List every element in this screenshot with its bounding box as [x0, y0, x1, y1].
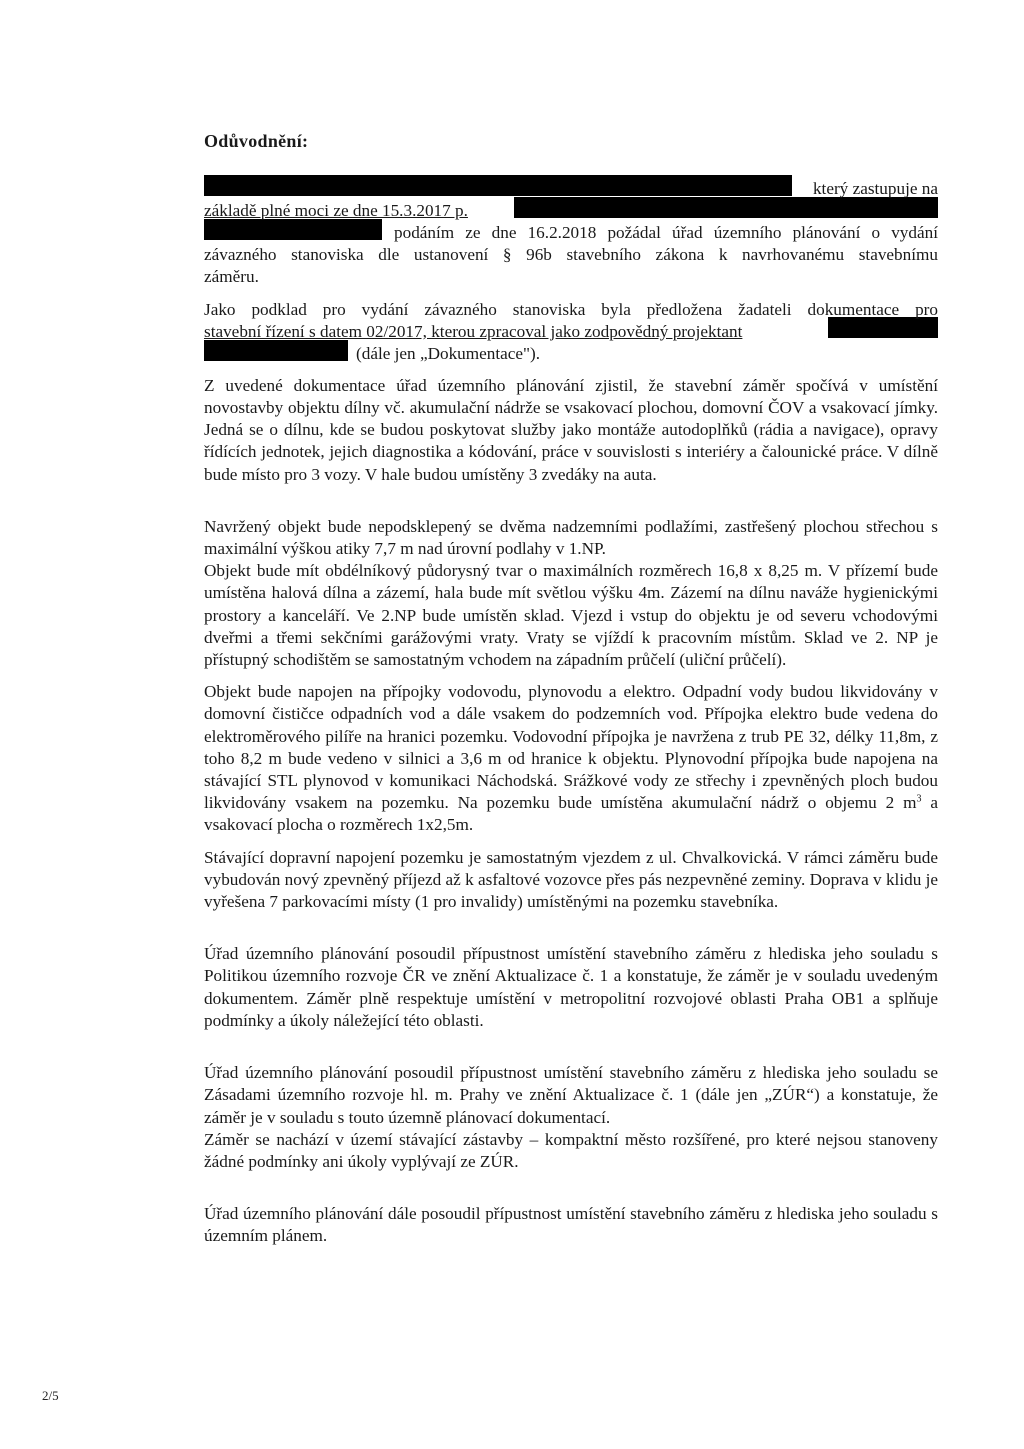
paragraph-zur-area: Záměr se nachází v území stávající zástavby – kompaktní město rozšířené, pro které nejsou stanoveny žádné podmínky ani úkoly vyplývají ze ZÚR.	[204, 1129, 938, 1171]
superscript: 3	[916, 793, 922, 805]
utilities-text: Objekt bude napojen na přípojky vodovodu, plynovodu a elektro. Odpadní vody budou likvidovány v domovní čističce odpadních vod a dále vsakem do podzemních vod. Přípojka elektro bude vedena do elektroměrového pilíře na hranici pozemku. Vodovodní přípojka je navržena z trub PE 32, délky 11,8m, z toho 8,2 m bude vedeno v silnici a 3,6 m od hranice k objektu. Plynovodní přípojka bude napojena na stávající STL plynovod v komunikaci Náchodská. Srážkové vody ze střechy i zpevněných ploch budou likvidovány vsakem na pozemku. Na pozemku bude umístěna akumulační nádrž o objemu 2 m	[204, 682, 938, 813]
paragraph-building: Navržený objekt bude nepodsklepený se dvěma nadzemními podlažími, zastřešený plochou střechou s maximální výškou atiky 7,7 m nad úrovní podlahy v 1.NP.	[204, 516, 938, 559]
paragraph-traffic: Stávající dopravní napojení pozemku je samostatným vjezdem z ul. Chvalkovická. V rámci záměru bude vybudován nový zpevněný příjezd až k asfaltové vozovce přes pás nezpevněné zeminy. Doprava v klidu je vyřešena 7 parkovacími místy (1 pro invalidy) umístěnými na pozemku stavebníka.	[204, 847, 938, 912]
paragraph-utilities	[204, 681, 938, 836]
utilities-text-end: a vsakovací plocha o rozměrech 1x2,5m.	[204, 793, 938, 835]
paragraph-findings: Z uvedené dokumentace úřad územního plánování zjistil, že stavební záměr spočívá v umístění novostavby objektu dílny vč. akumulační nádrže se vsakovací plochou, domovní ČOV a vsakovací jímky. Jedná se o dílnu, kde se budou poskytovat služby jako montáže autodoplňků (rádia a navigace), opravy řídících jednotek, jejich diagnostika a kódování, práce v souvislosti s interiéry a čalounické práce. V dílně bude místo pro 3 vozy. V hale budou umístěny 3 zvedáky na auta.	[204, 375, 938, 484]
page-number: 2/5	[42, 1388, 59, 1403]
paragraph-application	[204, 178, 938, 288]
paragraph-zur: Úřad územního plánování posoudil přípustnost umístění stavebního záměru z hlediska jeho souladu se Zásadami územního rozvoje hl. m. Prahy ve znění Aktualizace č. 1 (dále jen „ZÚR“) a konstatuje, že záměr je v souladu s touto územně plánovací dokumentací.	[204, 1063, 938, 1127]
paragraph-layout: Objekt bude mít obdélníkový půdorysný tvar o maximálních rozměrech 16,8 x 8,25 m. V přízemí bude umístěna halová dílna a zázemí, hala bude mít světlou výšku 4m. Zázemí na dílnu naváže hygienickými prostory a kanceláří. Ve 2.NP bude umístěn sklad. Vjezd i vstup do objektu je od severu vchodovými dveřmi a třemi sekčními garážovými vraty. Vraty se vjíždí k pracovním místům. Sklad ve 2. NP je přístupný schodištěm se samostatným vchodem na západním průčelí (uliční průčelí).	[204, 561, 938, 670]
text-line: (dále jen „Dokumentace").	[356, 343, 541, 363]
paragraph-documentation	[204, 299, 938, 365]
text-line: podáním ze dne 16.2.2018 požádal úřad územního plánování o vydání	[394, 223, 938, 243]
text-line: Jako podklad pro vydání závazného stanoviska byla předložena žadateli dokumentace pro	[204, 299, 938, 319]
text-line: záměru.	[204, 267, 259, 287]
text-line: který zastupuje na	[812, 179, 938, 199]
paragraph-land-plan: Úřad územního plánování dále posoudil přípustnost umístění stavebního záměru z hlediska jeho souladu s územním plánem.	[204, 1204, 938, 1246]
text-line: závazného stanoviska dle ustanovení § 96b stavebního zákona k navrhovanému stavebnímu	[204, 245, 938, 265]
document-body	[204, 130, 938, 1248]
text-line: základě plné moci ze dne 15.3.2017 p.	[204, 201, 468, 221]
section-heading: Odůvodnění:	[204, 131, 309, 151]
text-line: stavební řízení s datem 02/2017, kterou zpracoval jako zodpovědný projektant	[204, 321, 743, 341]
paragraph-policy: Úřad územního plánování posoudil přípustnost umístění stavebního záměru z hlediska jeho souladu s Politikou územního rozvoje ČR ve znění Aktualizace č. 1 a konstatuje, že záměr je v souladu uvedeným dokumentem. Záměr plně respektuje umístění v metropolitní rozvojové oblasti Praha OB1 a splňuje podmínky a úkoly náležející této oblasti.	[204, 944, 938, 1030]
